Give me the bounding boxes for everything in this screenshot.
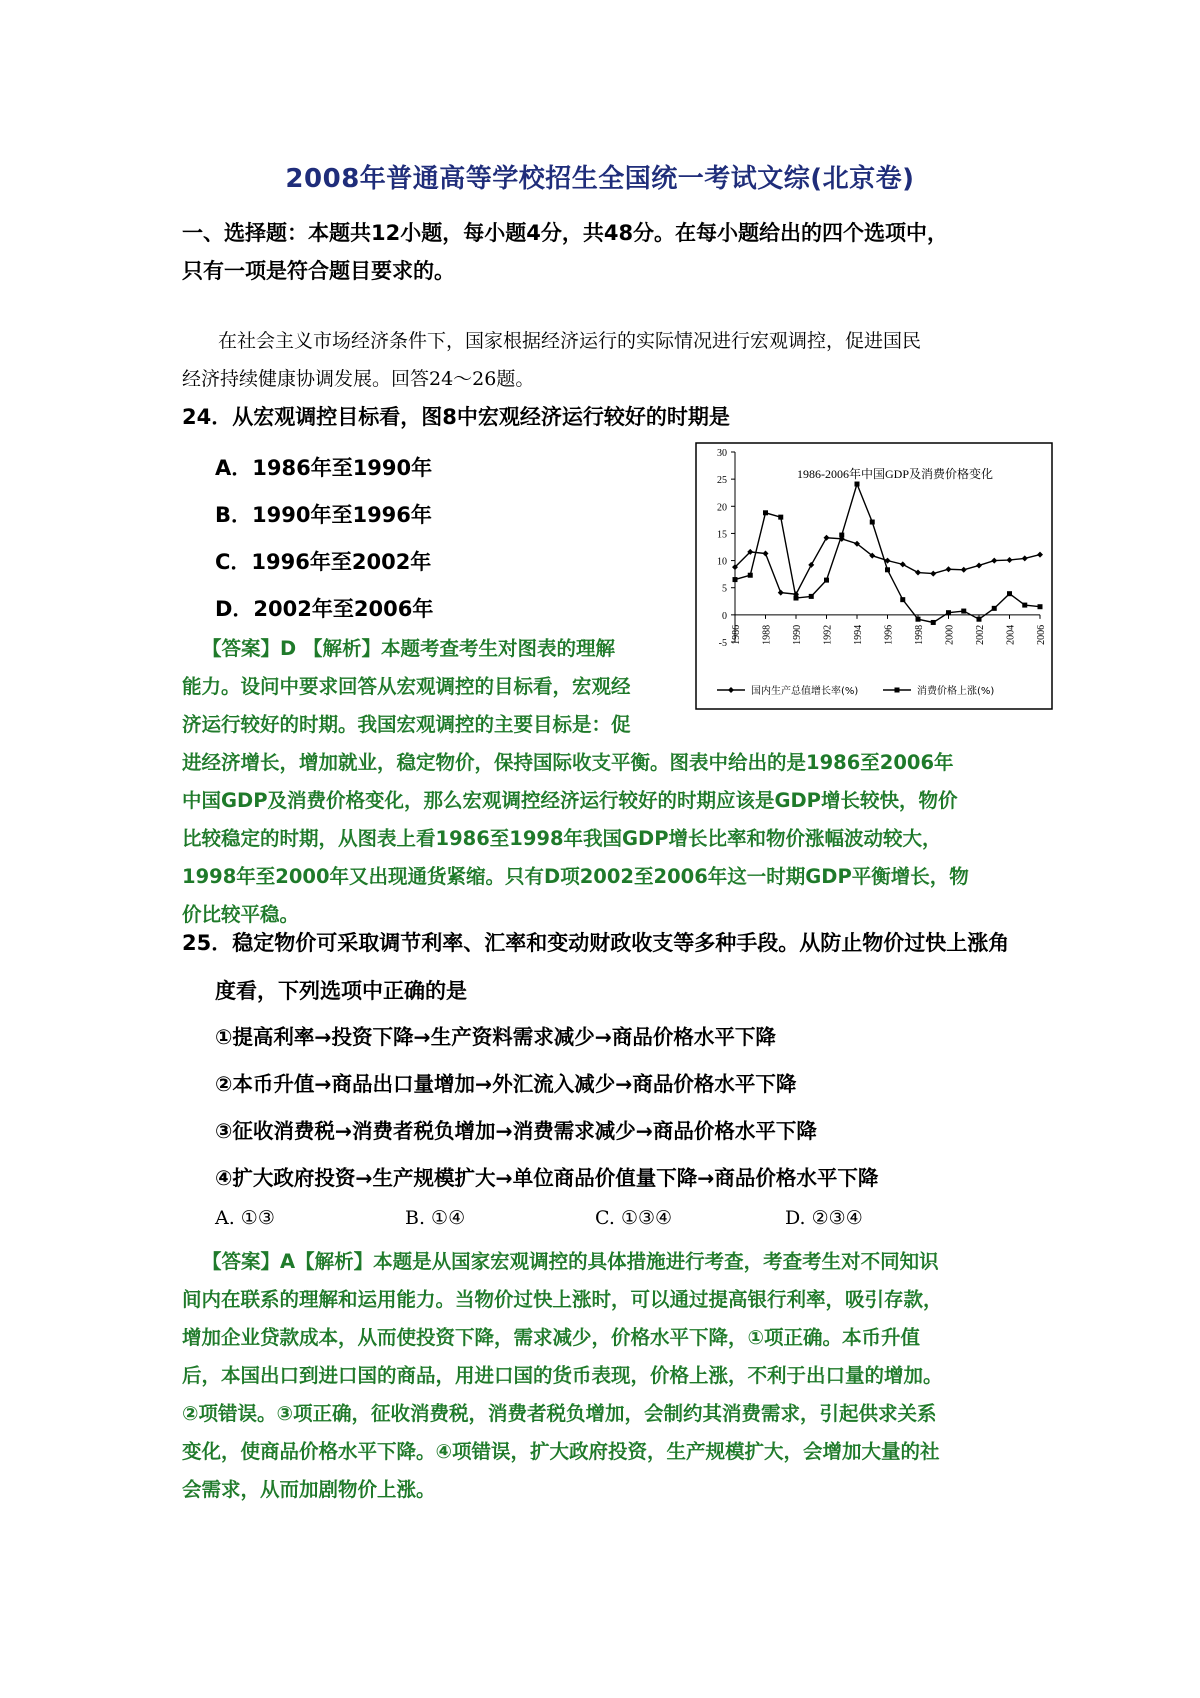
q24-option-b: B．1990年至1996年	[215, 503, 432, 527]
cpi-point	[794, 596, 799, 601]
cpi-point	[809, 594, 814, 599]
q24-option-d: D．2002年至2006年	[215, 597, 434, 621]
q24-answer-line-2: 能力。设问中要求回答从宏观调控的目标看，宏观经	[182, 675, 631, 698]
x-tick-label: 1988	[761, 624, 773, 645]
question-25-stem-line-1: 25．稳定物价可采取调节利率、汇率和变动财政收支等多种手段。从防止物价过快上涨角	[182, 931, 1010, 955]
q24-answer-line-6: 比较稳定的时期，从图表上看1986至1998年我国GDP增长比率和物价涨幅波动较大，	[182, 827, 942, 850]
cpi-point	[916, 617, 921, 622]
section-heading-line-2: 只有一项是符合题目要求的。	[182, 259, 455, 283]
q24-answer-line-1: 【答案】D 【解析】本题考查考生对图表的理解	[202, 637, 615, 660]
cpi-point	[900, 597, 905, 602]
legend-gdp-label: 国内生产总值增长率(%)	[751, 686, 859, 697]
q25-answer-line-7: 会需求，从而加剧物价上涨。	[182, 1478, 436, 1501]
gdp-cpi-chart	[695, 442, 1053, 710]
cpi-point	[1022, 603, 1027, 608]
q25-answer-line-2: 间内在联系的理解和运用能力。当物价过快上涨时，可以通过提高银行利率，吸引存款，	[182, 1288, 943, 1311]
q24-answer-line-4: 进经济增长，增加就业，稳定物价，保持国际收支平衡。图表中给出的是1986至2006年	[182, 751, 954, 774]
q25-choice-b: B. ①④	[405, 1207, 466, 1229]
x-tick-label: 1990	[792, 624, 803, 645]
cpi-point	[778, 515, 783, 520]
cpi-point	[992, 606, 997, 611]
q24-option-a: A．1986年至1990年	[215, 456, 433, 480]
q25-answer-line-4: 后，本国出口到进口国的商品，用进口国的货币表现，价格上涨，不利于出口量的增加。	[182, 1364, 943, 1387]
cpi-point	[931, 620, 936, 625]
cpi-point	[961, 609, 966, 614]
y-tick-label: 0	[722, 610, 727, 622]
y-tick-label: 25	[717, 475, 727, 487]
cpi-point	[946, 610, 951, 615]
q25-answer-line-1: 【答案】A【解析】本题是从国家宏观调控的具体措施进行考查，考查考生对不同知识	[202, 1250, 939, 1273]
cpi-point	[885, 567, 890, 572]
intro-line-1: 在社会主义市场经济条件下，国家根据经济运行的实际情况进行宏观调控，促进国民	[218, 330, 922, 352]
q25-choice-c: C. ①③④	[595, 1207, 673, 1229]
q24-answer-line-5: 中国GDP及消费价格变化，那么宏观调控经济运行较好的时期应该是GDP增长较快，物价	[182, 789, 958, 812]
x-tick-label: 1986	[731, 624, 742, 645]
cpi-point	[733, 577, 738, 582]
q25-answer-line-6: 变化，使商品价格水平下降。④项错误，扩大政府投资，生产规模扩大，会增加大量的社	[182, 1440, 940, 1463]
cpi-point	[1038, 604, 1043, 609]
y-tick-label: -5	[718, 638, 727, 649]
q24-answer-part-3	[182, 744, 1042, 934]
chart-title: 1986-2006年中国GDP及消费价格变化	[796, 467, 994, 481]
legend-cpi-label: 消费价格上涨(%)	[917, 686, 995, 697]
q25-answer-line-3: 增加企业贷款成本，从而使投资下降，需求减少，价格水平下降，①项正确。本币升值	[182, 1326, 921, 1349]
q24-answer-part-2	[182, 668, 662, 744]
y-tick-label: 20	[717, 502, 727, 514]
q25-item-2: ②本币升值→商品出口量增加→外汇流入减少→商品价格水平下降	[215, 1072, 797, 1096]
x-tick-label: 2006	[1036, 624, 1047, 645]
x-tick-label: 1994	[853, 624, 864, 645]
q25-item-4: ④扩大政府投资→生产规模扩大→单位商品价值量下降→商品价格水平下降	[215, 1166, 879, 1190]
y-tick-label: 5	[722, 583, 727, 595]
q24-answer-line-7: 1998年至2000年又出现通货紧缩。只有D项2002至2006年这一时期GDP平衡增长，物	[182, 865, 969, 888]
q25-choice-a: A. ①③	[215, 1207, 275, 1229]
cpi-point	[824, 578, 829, 583]
cpi-point	[748, 573, 753, 578]
cpi-point	[977, 617, 982, 622]
section-heading	[182, 214, 1032, 290]
q25-answer-line-5: ②项错误。③项正确，征收消费税，消费者税负增加，会制约其消费需求，引起供求关系	[182, 1402, 937, 1425]
q24-answer-part-1	[202, 630, 682, 668]
cpi-point	[1007, 591, 1012, 596]
x-tick-label: 1996	[883, 624, 895, 645]
y-tick-label: 10	[717, 556, 727, 568]
legend-cpi-marker	[895, 688, 900, 693]
x-tick-label: 1998	[914, 624, 925, 645]
chart-svg	[695, 442, 1053, 710]
q24-option-c: C．1996年至2002年	[215, 550, 432, 574]
y-tick-label: 15	[717, 529, 727, 541]
q24-answer-line-8: 价比较平稳。	[182, 903, 300, 926]
q25-item-3: ③征收消费税→消费者税负增加→消费需求减少→商品价格水平下降	[215, 1119, 817, 1143]
y-tick-label: 30	[717, 448, 727, 459]
intro-paragraph	[182, 322, 1032, 398]
cpi-point	[855, 482, 860, 487]
x-tick-label: 2002	[975, 624, 986, 645]
q25-choice-d: D. ②③④	[785, 1207, 863, 1229]
question-24-stem: 24．从宏观调控目标看，图8中宏观经济运行较好的时期是	[182, 405, 730, 429]
x-tick-label: 2004	[1005, 624, 1017, 645]
cpi-point	[763, 510, 768, 515]
q24-answer-line-3: 济运行较好的时期。我国宏观调控的主要目标是：促	[182, 713, 631, 736]
q25-item-1: ①提高利率→投资下降→生产资料需求减少→商品价格水平下降	[215, 1025, 776, 1049]
x-tick-label: 1992	[822, 624, 834, 645]
q25-choices	[215, 1207, 975, 1229]
q25-answer	[182, 1243, 1042, 1509]
cpi-point	[870, 520, 875, 525]
cpi-point	[839, 533, 844, 538]
exam-title: 2008年普通高等学校招生全国统一考试文综(北京卷)	[285, 164, 915, 194]
section-heading-line-1: 一、选择题：本题共12小题，每小题4分，共48分。在每小题给出的四个选项中，	[182, 221, 949, 245]
intro-line-2: 经济持续健康协调发展。回答24～26题。	[182, 368, 535, 390]
question-25-stem-line-2: 度看，下列选项中正确的是	[215, 979, 467, 1003]
x-tick-label: 2000	[944, 624, 956, 645]
